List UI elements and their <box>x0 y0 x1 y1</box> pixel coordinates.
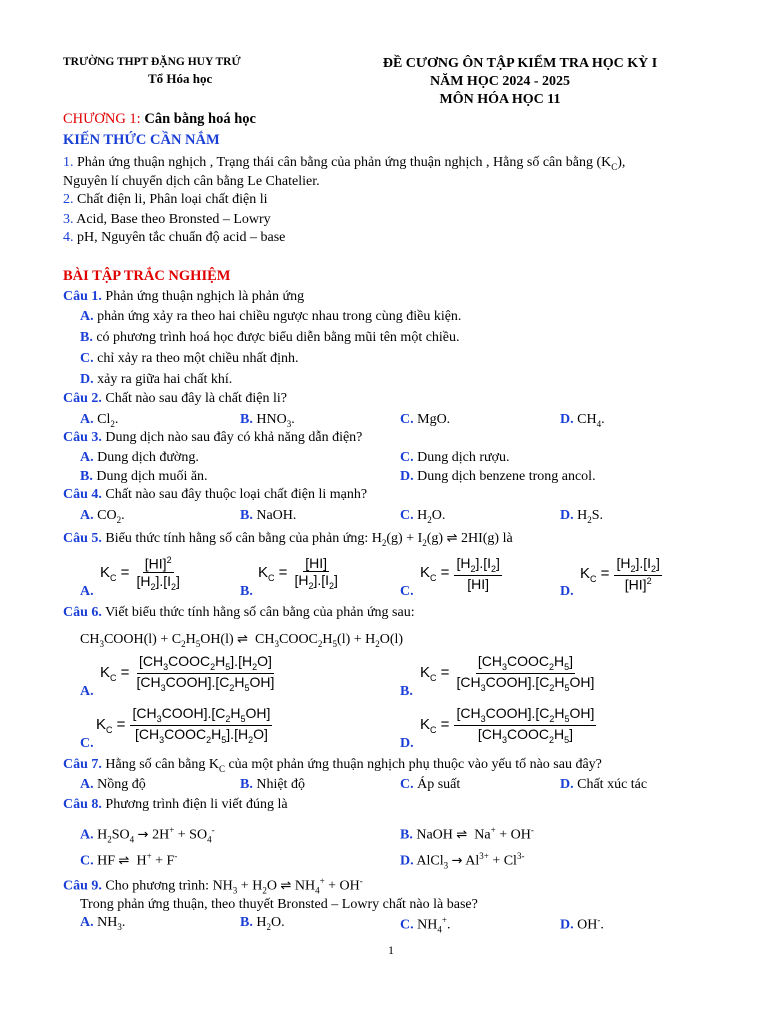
kc-formula: $K_C$ = $\frac{[CH_3COOH].[C_2H_5OH]}{[CH_3COOC_2H_5]}$ <box>420 705 595 745</box>
question-text: Hằng số cân bằng K <box>105 757 219 772</box>
option-letter: A. <box>80 777 94 792</box>
question-text: Viết biểu thức tính hằng số cân bằng của phản ứng sau: <box>105 605 415 620</box>
department: Tổ Hóa học <box>148 71 213 86</box>
q2-option-d: D. $CH_4$. <box>560 412 605 429</box>
option-text: Dung dịch rượu. <box>417 450 510 465</box>
option-text: H <box>417 508 428 523</box>
school-name: TRƯỜNG THPT ĐẶNG HUY TRỨ <box>63 56 241 68</box>
option-subscript: 4 <box>596 418 602 429</box>
question-3 <box>63 430 362 446</box>
q6-option-b <box>400 653 596 699</box>
chapter-title <box>63 111 256 128</box>
knowledge-item-3 <box>63 212 271 228</box>
option-letter: D. <box>560 508 574 523</box>
question-4 <box>63 487 367 503</box>
option-letter: A. <box>80 915 94 930</box>
q4-option-a: A. $CO_2$. <box>80 508 125 525</box>
q6-option-c <box>80 705 272 751</box>
q7-option-a <box>80 777 146 793</box>
school-year: NĂM HỌC 2024 - 2025 <box>430 74 570 89</box>
kc-formula: $K_C$ = $\frac{[H_2].[I_2]}{[HI]}$ <box>420 555 500 592</box>
option-letter: A. <box>80 450 94 465</box>
option-letter: C. <box>400 412 414 427</box>
question-label: Câu 4. <box>63 487 102 502</box>
quiz-heading: BÀI TẬP TRẮC NGHIỆM <box>63 268 231 284</box>
option-letter: D. <box>400 853 414 869</box>
option-letter: C. <box>80 351 94 366</box>
q9-option-d: D. OH-. <box>560 915 604 933</box>
item-number: 3. <box>63 212 74 227</box>
q8-option-a: A. $H_2SO_4 \to 2H^+ + SO_4^-$ <box>80 825 215 845</box>
question-label: Câu 3. <box>63 430 102 445</box>
q4-option-d: D. $H_2S$. <box>560 508 604 525</box>
doc-title: ĐỀ CƯƠNG ÔN TẬP KIỂM TRA HỌC KỲ I <box>382 56 658 71</box>
option-letter: A. <box>80 309 94 324</box>
item-text: Acid, Base theo Bronsted – Lowry <box>76 212 271 227</box>
q4-option-c: C. $H_2O$. <box>400 508 446 525</box>
q9-option-b: B. $H_2O$. <box>240 915 285 932</box>
option-text: phản ứng xảy ra theo hai chiều ngược nhau trong cùng điều kiện. <box>97 309 462 324</box>
option-text: Chất xúc tác <box>577 777 648 792</box>
option-letter: D. <box>560 777 574 792</box>
item-text: Chất điện li, Phân loại chất điện li <box>77 192 268 207</box>
q7-option-d <box>560 777 647 793</box>
question-text: Phương trình điện li viết đúng là <box>105 797 288 812</box>
question-2 <box>63 391 287 407</box>
q1-option-a <box>80 309 461 325</box>
option-text: CH <box>577 412 597 427</box>
item-number: 2. <box>63 192 74 207</box>
q9-option-a: A. $NH_3$. <box>80 915 126 932</box>
item-number: 1. <box>63 155 74 170</box>
question-9-line2: Trong phản ứng thuận, theo thuyết Bronsted – Lowry chất nào là base? <box>80 897 478 912</box>
option-letter: C. <box>400 584 414 599</box>
option-text: OH <box>577 917 598 933</box>
option-letter: B. <box>240 915 253 930</box>
q7-option-b <box>240 777 305 793</box>
option-letter: C. <box>400 450 414 465</box>
arrow-right-icon: → <box>137 827 149 843</box>
question-label: Câu 2. <box>63 391 102 406</box>
item-number: 4. <box>63 230 74 245</box>
option-text: có phương trình hoá học được biểu diễn bằng mũi tên một chiều. <box>96 330 460 345</box>
question-label: Câu 6. <box>63 605 102 620</box>
question-text: Cho phương trình: NH <box>105 878 233 894</box>
option-letter: A. <box>80 508 94 523</box>
q9-option-c: C. $NH_4^+$. <box>400 915 451 935</box>
option-letter: C. <box>400 917 414 933</box>
question-label: Câu 5. <box>63 531 102 546</box>
chapter-prefix: CHƯƠNG 1: <box>63 111 141 127</box>
q4-option-b <box>240 508 296 524</box>
question-text: Chất nào sau đây thuộc loại chất điện li mạnh? <box>105 487 368 502</box>
equilibrium-arrow-icon: ⇌ <box>118 853 130 869</box>
question-label: Câu 7. <box>63 757 102 772</box>
option-letter: D. <box>400 736 414 751</box>
question-9: Câu 9. Cho phương trình: $NH_3 + H_2O$ ⇌ $NH_4^+ + OH^-$ <box>63 876 363 896</box>
question-text: Phản ứng thuận nghịch là phản ứng <box>105 289 305 304</box>
q8-option-c: C. HF ⇌ H+ + F- <box>80 851 178 869</box>
q6-option-a <box>80 653 276 699</box>
option-letter: C. <box>80 853 94 869</box>
question-label: Câu 1. <box>63 289 102 304</box>
question-text-cont: của một phản ứng thuận nghịch phụ thuộc vào yếu tố nào sau đây? <box>224 757 602 772</box>
option-text: NH <box>97 915 118 930</box>
question-text: Biểu thức tính hằng số cân bằng của phản ứng: H <box>105 531 382 546</box>
page-number: 1 <box>388 943 394 957</box>
q1-option-b <box>80 330 460 346</box>
option-text: MgO. <box>417 412 451 427</box>
option-text: NH <box>417 917 438 933</box>
option-letter: B. <box>240 584 253 599</box>
question-text: Dung dịch nào sau đây có khả năng dẫn điện? <box>105 430 363 445</box>
q5-option-d <box>560 555 662 599</box>
option-subscript: 2 <box>110 418 115 429</box>
option-text: NaOH. <box>256 508 297 523</box>
item-text: Phản ứng thuận nghịch , Trạng thái cân bằng của phản ứng thuận nghịch , Hằng số cân bằng (K <box>77 155 612 170</box>
equilibrium-arrow-icon: ⇌ <box>456 827 468 843</box>
option-text: chỉ xảy ra theo một chiều nhất định. <box>97 351 299 366</box>
option-letter: C. <box>400 777 414 792</box>
question-1 <box>63 289 304 305</box>
option-letter: C. <box>400 508 414 523</box>
equilibrium-arrow-icon: ⇌ <box>280 878 292 894</box>
option-letter: D. <box>560 584 574 599</box>
q7-option-c <box>400 777 460 793</box>
option-text: Áp suất <box>417 777 461 792</box>
option-text: Cl <box>97 412 111 427</box>
option-text: HNO <box>256 412 287 427</box>
question-label: Câu 9. <box>63 878 102 894</box>
question-6 <box>63 605 415 621</box>
option-letter: B. <box>240 777 253 792</box>
q1-option-d <box>80 372 232 388</box>
item-text: pH, Nguyên tắc chuẩn độ acid – base <box>77 230 286 245</box>
option-letter: B. <box>240 412 253 427</box>
q3-option-c <box>400 450 510 466</box>
item-subscript: C <box>611 161 618 172</box>
question-7: Câu 7. Hằng số cân bằng $K_C$ của một phản ứng thuận nghịch phụ thuộc vào yếu tố nào sau đây? <box>63 757 602 774</box>
option-text: Nồng độ <box>97 777 146 792</box>
question-5: Câu 5. Biểu thức tính hằng số cân bằng của phản ứng: $H_2(g) + I_2(g)$ ⇌ 2HI(g) là <box>63 531 513 548</box>
kc-formula: $K_C$ = $\frac{[CH_3COOH].[C_2H_5OH]}{[CH_3COOC_2H_5].[H_2O]}$ <box>96 705 271 745</box>
option-letter: A. <box>80 584 94 599</box>
q1-option-c <box>80 351 299 367</box>
knowledge-item-1 <box>63 155 625 172</box>
option-text: xảy ra giữa hai chất khí. <box>97 372 233 387</box>
q5-option-b <box>240 555 340 599</box>
equilibrium-arrow-icon: ⇌ <box>446 531 458 546</box>
knowledge-heading: KIẾN THỨC CẦN NẮM <box>63 132 220 148</box>
q2-option-b: B. $HNO_3$. <box>240 412 295 429</box>
kc-formula: $K_C$ = $\frac{[CH_3COOC_2H_5].[H_2O]}{[CH_3COOH].[C_2H_5OH]}$ <box>100 653 275 693</box>
option-text: H <box>577 508 588 523</box>
item-tail: ), <box>617 155 626 170</box>
q6-reaction: $CH_3COOH(l) + C_2H_5OH(l)$ ⇌ $CH_3COOC_2H_5(l) + H_2O(l)$ <box>80 632 404 649</box>
option-letter: B. <box>240 508 253 523</box>
option-text: H <box>256 915 267 930</box>
q2-option-a: A. $Cl_2$. <box>80 412 119 429</box>
kc-formula: $K_C$ = $\frac{[CH_3COOC_2H_5]}{[CH_3COOH].[C_2H_5OH]}$ <box>420 653 595 693</box>
option-text: Dung dịch muối ăn. <box>96 469 208 484</box>
q3-option-a <box>80 450 199 466</box>
question-text: Chất nào sau đây là chất điện li? <box>105 391 287 406</box>
option-letter: A. <box>80 827 94 843</box>
knowledge-item-2 <box>63 192 268 208</box>
option-letter: D. <box>80 372 94 387</box>
knowledge-item-1-cont: Nguyên lí chuyển dịch cân bằng Le Chatelier. <box>63 174 320 189</box>
option-letter: B. <box>400 827 413 843</box>
q5-option-c <box>400 555 502 599</box>
q5-option-a <box>80 555 182 599</box>
option-letter: D. <box>560 412 574 427</box>
q3-option-d <box>400 469 596 485</box>
question-label: Câu 8. <box>63 797 102 812</box>
kc-formula: $K_C$ = $\frac{[HI]^2}{[H_2].[I_2]}$ <box>100 555 180 592</box>
q3-option-b <box>80 469 208 485</box>
option-letter: B. <box>80 469 93 484</box>
q8-option-b: B. NaOH ⇌ Na+ + OH- <box>400 825 534 843</box>
option-letter: D. <box>400 469 414 484</box>
equilibrium-arrow-icon: ⇌ <box>237 632 249 647</box>
option-letter: D. <box>560 917 574 933</box>
option-letter: A. <box>80 412 94 427</box>
chapter-name: Cân bằng hoá học <box>144 111 256 127</box>
option-subscript: 3 <box>286 418 292 429</box>
kc-formula: $K_C$ = $\frac{[H_2].[I_2]}{[HI]^2}$ <box>580 555 660 593</box>
question-8 <box>63 797 288 813</box>
subject: MÔN HÓA HỌC 11 <box>439 92 561 107</box>
option-letter: A. <box>80 684 94 699</box>
option-letter: B. <box>400 684 413 699</box>
option-letter: B. <box>80 330 93 345</box>
kc-formula: $K_C$ = $\frac{[HI]}{[H_2].[I_2]}$ <box>258 555 338 592</box>
q6-option-d <box>400 705 596 751</box>
q2-option-c <box>400 412 450 428</box>
option-letter: C. <box>80 736 94 751</box>
knowledge-item-4 <box>63 230 285 246</box>
option-text: Dung dịch benzene trong ancol. <box>417 469 596 484</box>
option-text: CO <box>97 508 117 523</box>
arrow-right-icon: → <box>451 853 463 869</box>
option-text: Dung dịch đường. <box>97 450 199 465</box>
question-tail: 2HI(g) là <box>460 531 513 546</box>
option-text: Nhiệt độ <box>256 777 305 792</box>
q8-option-d: D. AlCl$_3$ → $Al^{3+} + Cl^{3-}$ <box>400 851 525 871</box>
